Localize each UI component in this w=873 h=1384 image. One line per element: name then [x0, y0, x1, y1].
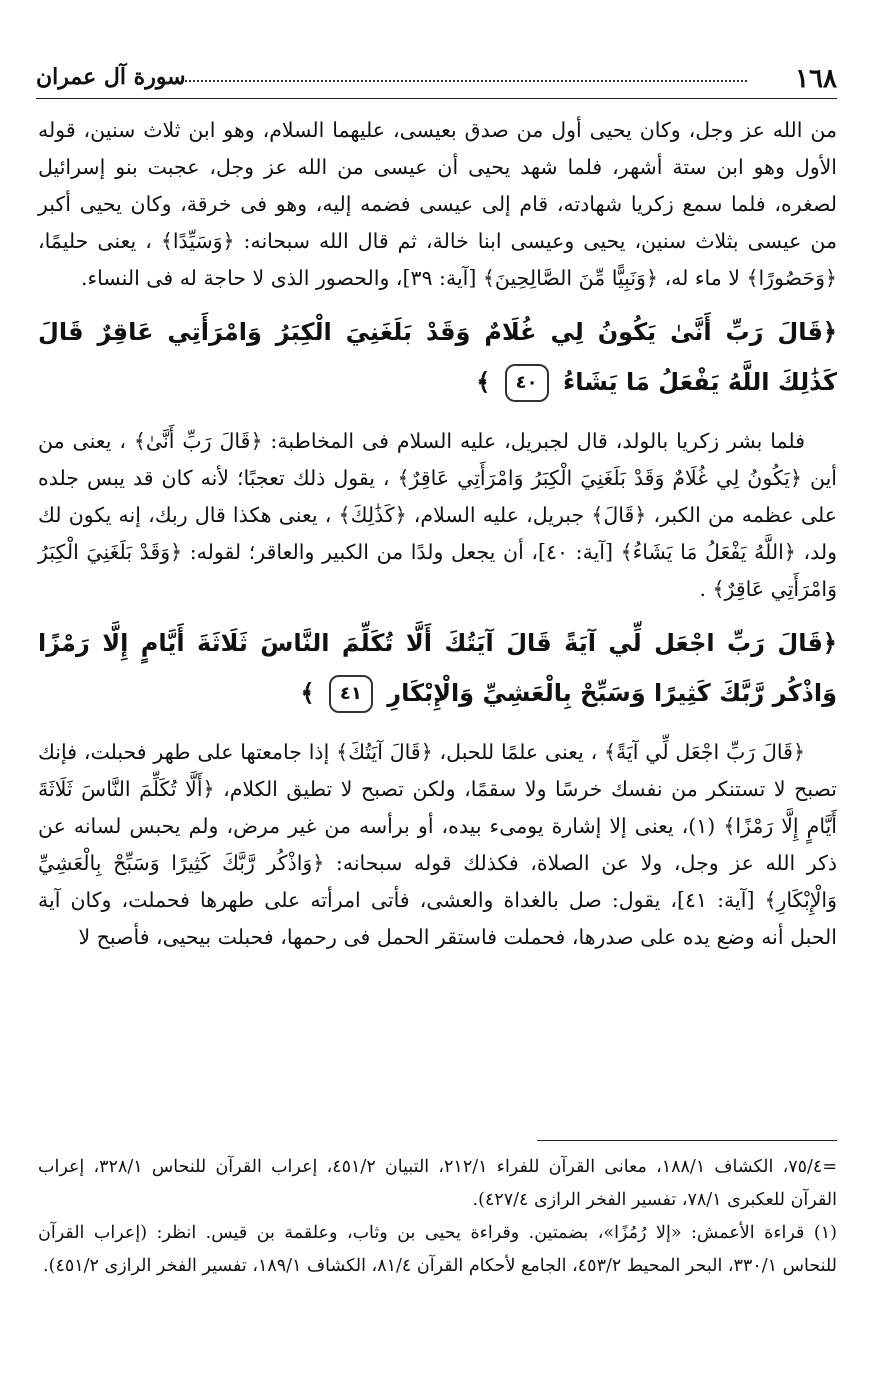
footnote-continuation: =٧٥/٤، الكشاف ١٨٨/١، معانى القرآن للفراء ٢١٢/١، التبيان ٤٥١/٢، إعراب القرآن للنحاس ٣٢٨/١، إعراب القرآن للعكبرى ٧٨/١، تفسير الفخر الرازى ٤٢٧/٤).	[38, 1157, 837, 1210]
verse-41-number: ٤١	[329, 675, 373, 713]
paragraph-2: فلما بشر زكريا بالولد، قال لجبريل، عليه السلام فى المخاطبة: ﴿قَالَ رَبِّ أَنَّىٰ﴾ ، يعنى من أين ﴿يَكُونُ لِي غُلَامٌ وَقَدْ بَلَغَنِيَ الْكِبَرُ وَامْرَأَتِي عَاقِرٌ﴾ ، يقول ذلك تعجبًا؛ لأنه كان قد يبس جلده على عظمه من الكبر، ﴿قَالَ﴾ جبريل، عليه السلام، ﴿كَذَٰلِكَ﴾ ، يعنى هكذا قال ربك، إنه يكون لك ولد، ﴿اللَّهُ يَفْعَلُ مَا يَشَاءُ﴾ [آية: ٤٠]، أن يجعل ولدًا من الكبير والعاقر؛ لقوله: ﴿وَقَدْ بَلَغَنِيَ الْكِبَرُ وَامْرَأَتِي عَاقِرٌ﴾ .	[38, 429, 837, 601]
verse-40-close-bracket: ﴾	[476, 368, 491, 396]
quran-verse-41	[38, 618, 837, 718]
paragraph-3: ﴿قَالَ رَبِّ اجْعَل لِّي آيَةً﴾ ، يعنى علمًا للحبل، ﴿قَالَ آيَتُكَ﴾ إذا جامعتها على طهر فحبلت، فإنك تصبح لا تستنكر من نفسك خرسًا ولا سقمًا، ولكن تصبح لا تطيق الكلام، ﴿أَلَّا تُكَلِّمَ النَّاسَ ثَلَاثَةَ أَيَّامٍ إِلَّا رَمْزًا﴾ (١)، يعنى إلا إشارة يومىء بيده، أو برأسه من غير مرض، ولم يحبس لسانه عن ذكر الله عز وجل، ولا عن الصلاة، فكذلك قوله سبحانه: ﴿وَاذْكُر رَّبَّكَ كَثِيرًا وَسَبِّحْ بِالْعَشِيِّ وَالْإِبْكَارِ﴾ [آية: ٤١]، يقول: صل بالغداة والعشى، فأتى امرأته على طهرها فحملت، وكان آية الحبل أنه وضع يده على صدرها، فحملت فاستقر الحمل فى رحمها، فحبلت بيحيى، فأصبح لا	[38, 740, 837, 949]
page-header	[36, 58, 837, 99]
page-number: ١٦٨	[795, 64, 837, 94]
footnotes	[38, 1140, 837, 1283]
verse-40-number: ٤٠	[505, 364, 549, 402]
main-text	[38, 112, 837, 956]
header-dotted-leader	[176, 80, 747, 82]
quran-verse-40	[38, 307, 837, 407]
verse-41-text: ﴿قَالَ رَبِّ اجْعَل لِّي آيَةً قَالَ آيَتُكَ أَلَّا تُكَلِّمَ النَّاسَ ثَلَاثَةَ أَيَّامٍ إِلَّا رَمْزًا وَاذْكُر رَّبَّكَ كَثِيرًا وَسَبِّحْ بِالْعَشِيِّ وَالْإِبْكَارِ	[38, 629, 837, 707]
surah-title: سورة آل عمران	[36, 64, 186, 90]
verse-41-close-bracket: ﴾	[300, 679, 315, 707]
verse-40-text: ﴿قَالَ رَبِّ أَنَّىٰ يَكُونُ لِي غُلَامٌ وَقَدْ بَلَغَنِيَ الْكِبَرُ وَامْرَأَتِي عَاقِرٌ قَالَ كَذَٰلِكَ اللَّهُ يَفْعَلُ مَا يَشَاءُ	[38, 318, 837, 396]
footnote-1: (١) قراءة الأعمش: «إلا رُمُزًا»، بضمتين. وقراءة يحيى بن وثاب، وعلقمة بن قيس. انظر: (إعراب القرآن للنحاس ٣٣٠/١، البحر المحيط ٤٥٣/٢، الجامع لأحكام القرآن ٨١/٤، الكشاف ١٨٩/١، تفسير الفخر الرازى ٤٥١/٢).	[38, 1223, 837, 1276]
footnote-divider	[537, 1140, 837, 1141]
paragraph-1: من الله عز وجل، وكان يحيى أول من صدق بعيسى، عليهما السلام، وهو ابن ثلاث سنين، قوله الأول وهو ابن ستة أشهر، فلما شهد يحيى أن عيسى من الله عز وجل، عجبت بنو إسرائيل لصغره، فلما سمع زكريا شهادته، قام إلى عيسى فضمه إليه، وهو فى خرقة، وكان يحيى أكبر من عيسى بثلاث سنين، يحيى وعيسى ابنا خالة، ثم قال الله سبحانه: ﴿وَسَيِّدًا﴾ ، يعنى حليمًا، ﴿وَحَصُورًا﴾ لا ماء له، ﴿وَنَبِيًّا مِّنَ الصَّالِحِينَ﴾ [آية: ٣٩]، والحصور الذى لا حاجة له فى النساء.	[38, 118, 837, 290]
